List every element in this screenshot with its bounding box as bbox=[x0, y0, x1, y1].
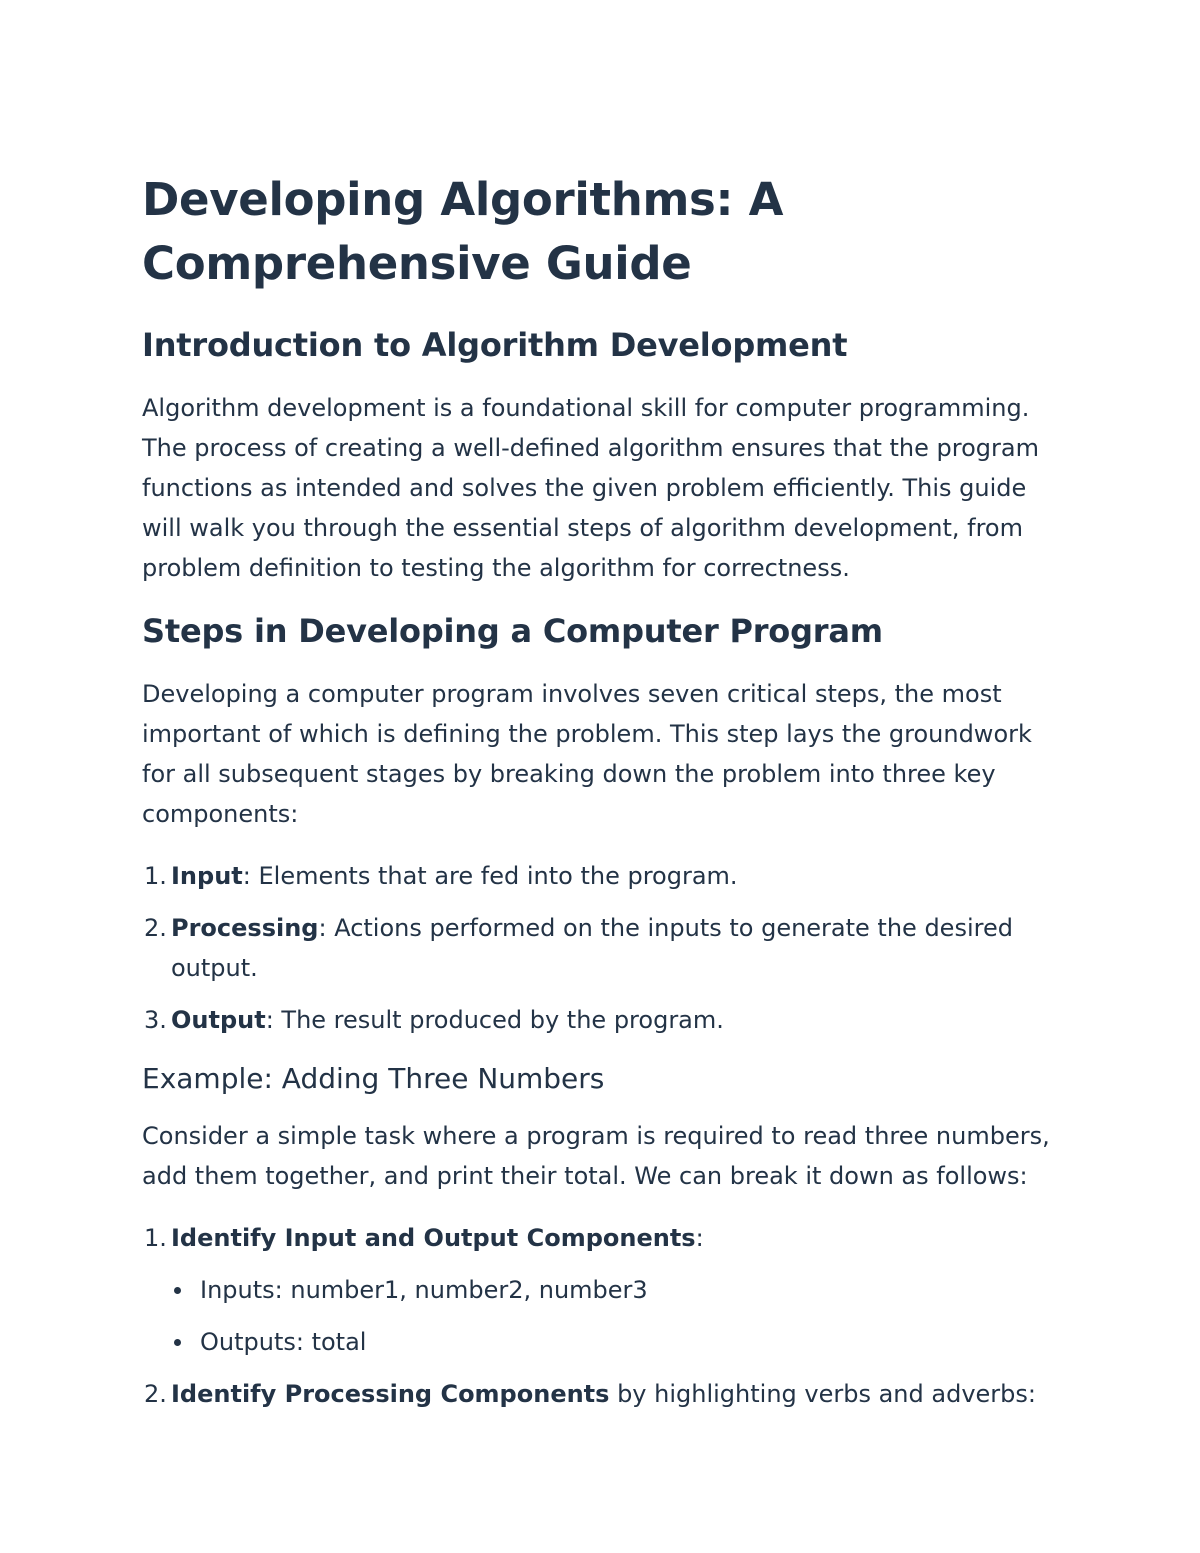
list-item bbox=[142, 856, 1072, 896]
list-number: 2. bbox=[144, 1380, 167, 1408]
sub-list bbox=[171, 1270, 1072, 1362]
list-item bbox=[142, 1000, 1072, 1040]
document-page bbox=[142, 168, 1072, 1434]
list-text: : Actions performed on the inputs to generate the desired output. bbox=[171, 914, 1013, 982]
example-heading: Example: Adding Three Numbers bbox=[142, 1062, 605, 1095]
sub-list-item bbox=[171, 1322, 1072, 1362]
list-term: Processing bbox=[171, 914, 319, 942]
list-text: : Elements that are fed into the program. bbox=[242, 862, 738, 890]
list-item bbox=[142, 908, 1072, 988]
sub-list-item bbox=[171, 1270, 1072, 1310]
list-number: 1. bbox=[144, 862, 167, 890]
bullet-icon bbox=[174, 1287, 181, 1294]
list-item bbox=[142, 1374, 1072, 1414]
intro-heading: Introduction to Algorithm Development bbox=[142, 326, 848, 364]
example-list bbox=[142, 1218, 1072, 1414]
steps-paragraph: Developing a computer program involves seven critical steps, the most important of which is defining the problem. This step lays the groundwork for all subsequent stages by breaking down the problem into three key components: bbox=[142, 680, 1032, 828]
list-number: 3. bbox=[144, 1006, 167, 1034]
list-term: Identify Input and Output Components bbox=[171, 1224, 696, 1252]
list-text: by highlighting verbs and adverbs: bbox=[609, 1380, 1036, 1408]
example-paragraph: Consider a simple task where a program is required to read three numbers, add them together, and print their total. We can break it down as follows: bbox=[142, 1122, 1050, 1190]
list-number: 2. bbox=[144, 914, 167, 942]
bullet-icon bbox=[174, 1339, 181, 1346]
list-text: : The result produced by the program. bbox=[265, 1006, 724, 1034]
sub-list-text: Outputs: total bbox=[200, 1328, 367, 1356]
list-text: : bbox=[695, 1224, 704, 1252]
list-number: 1. bbox=[144, 1224, 167, 1252]
list-item bbox=[142, 1218, 1072, 1362]
sub-list-text: Inputs: number1, number2, number3 bbox=[200, 1276, 648, 1304]
list-term: Identify Processing Components bbox=[171, 1380, 610, 1408]
list-term: Input bbox=[171, 862, 243, 890]
steps-heading: Steps in Developing a Computer Program bbox=[142, 612, 883, 650]
page-title: Developing Algorithms: A Comprehensive Guide bbox=[142, 173, 784, 290]
list-term: Output bbox=[171, 1006, 266, 1034]
steps-list bbox=[142, 856, 1072, 1040]
intro-paragraph: Algorithm development is a foundational skill for computer programming. The process of creating a well-defined algorithm ensures that the program functions as intended and solves the given problem efficiently. This guide will walk you through the essential steps of algorithm development, from problem definition to testing the algorithm for correctness. bbox=[142, 394, 1039, 582]
